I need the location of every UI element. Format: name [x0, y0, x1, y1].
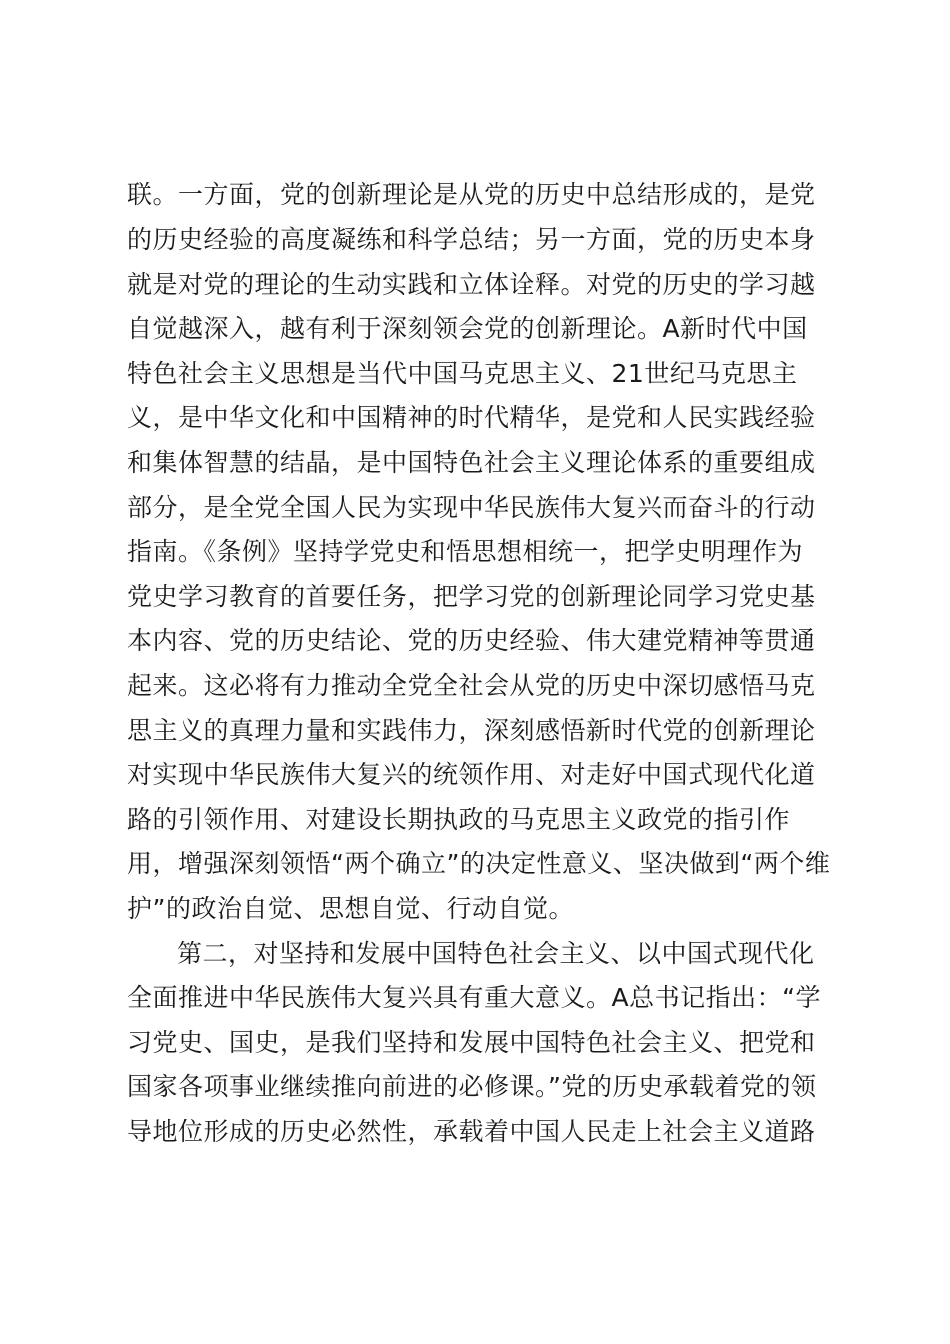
text-line: 的历史经验的高度凝练和科学总结；另一方面，党的历史本身	[127, 225, 816, 254]
text-line: 联。一方面，党的创新理论是从党的历史中总结形成的，是党	[127, 180, 816, 209]
text-line: 护”的政治自觉、思想自觉、行动自觉。	[127, 894, 574, 923]
text-line: 特色社会主义思想是当代中国马克思主义、21世纪马克思主	[127, 359, 798, 388]
text-line: 党史学习教育的首要任务，把学习党的创新理论同学习党史基	[127, 582, 816, 611]
text-line: 和集体智慧的结晶，是中国特色社会主义理论体系的重要组成	[127, 448, 816, 477]
text-line: 思主义的真理力量和实践伟力，深刻感悟新时代党的创新理论	[127, 716, 816, 745]
text-line: 国家各项事业继续推向前进的必修课。”党的历史承载着党的领	[127, 1072, 817, 1101]
text-line: 起来。这必将有力推动全党全社会从党的历史中深切感悟马克	[127, 671, 816, 700]
text-line: 路的引领作用、对建设长期执政的马克思主义政党的指引作	[127, 805, 791, 834]
text-line: 导地位形成的历史必然性，承载着中国人民走上社会主义道路	[127, 1117, 816, 1146]
text-line: 义，是中华文化和中国精神的时代精华，是党和人民实践经验	[127, 403, 816, 432]
text-line: 本内容、党的历史结论、党的历史经验、伟大建党精神等贯通	[127, 626, 816, 655]
text-line: 习党史、国史，是我们坚持和发展中国特色社会主义、把党和	[127, 1028, 816, 1057]
paragraph-first-line: 第二，对坚持和发展中国特色社会主义、以中国式现代化	[177, 939, 815, 968]
text-line: 部分，是全党全国人民为实现中华民族伟大复兴而奋斗的行动	[127, 493, 816, 522]
text-line: 全面推进中华民族伟大复兴具有重大意义。A总书记指出：“学	[127, 983, 822, 1012]
text-line: 指南。《条例》坚持学党史和悟思想相统一，把学史明理作为	[127, 537, 804, 566]
text-line: 用，增强深刻领悟“两个确立”的决定性意义、坚决做到“两个维	[127, 849, 831, 878]
text-line: 就是对党的理论的生动实践和立体诠释。对党的历史的学习越	[127, 270, 816, 299]
text-line: 自觉越深入，越有利于深刻领会党的创新理论。A新时代中国	[127, 314, 808, 343]
text-line: 对实现中华民族伟大复兴的统领作用、对走好中国式现代化道	[127, 760, 816, 789]
